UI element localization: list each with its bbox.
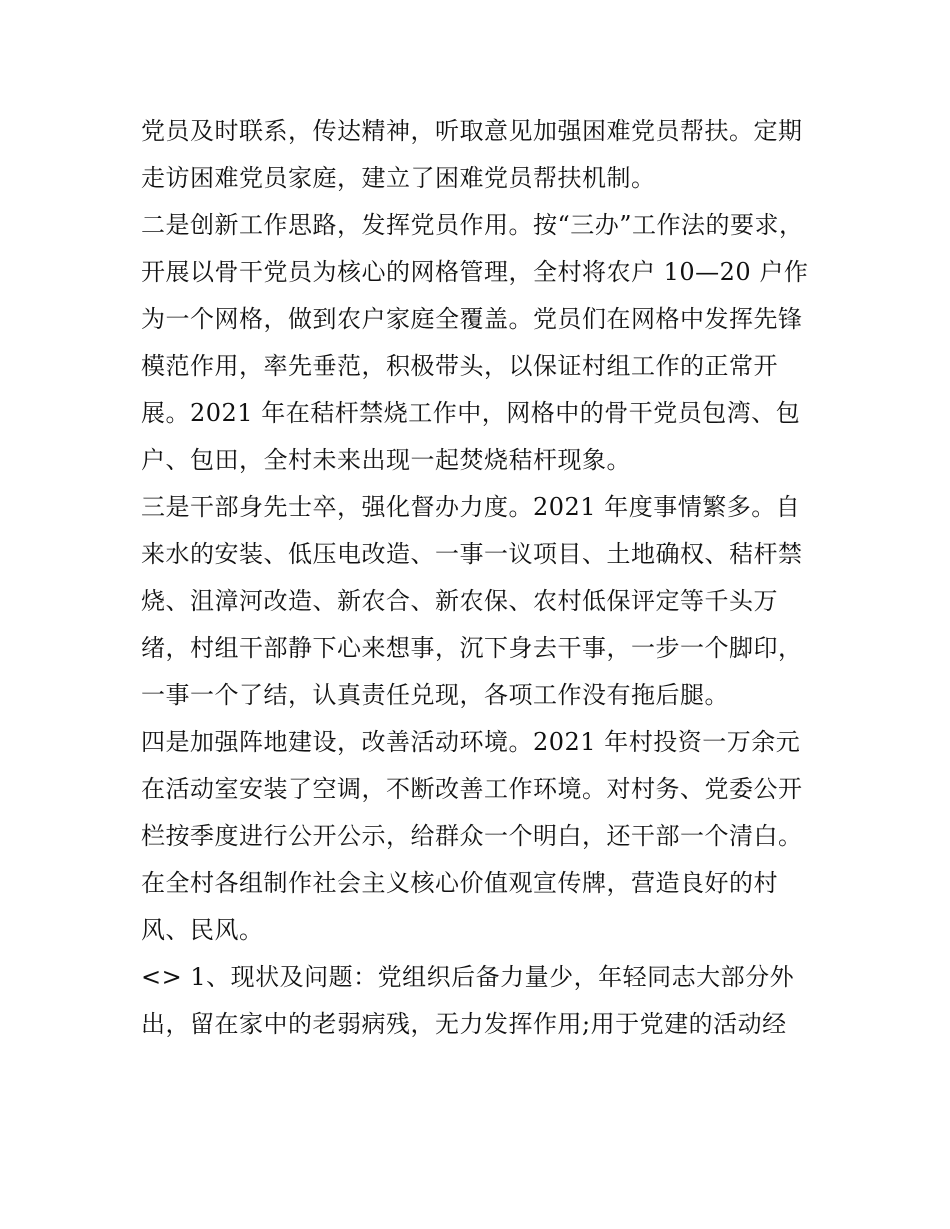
text-line-19: <> 1、现状及问题：党组织后备力量少，年轻同志大部分外 [141,963,795,991]
text-line-4: 开展以骨干党员为核心的网格管理，全村将农户 10—20 户作 [141,258,809,286]
text-line-17: 在全村各组制作社会主义核心价值观宣传牌，营造良好的村 [141,869,778,897]
text-line-7: 展。2021 年在秸杆禁烧工作中，网格中的骨干党员包湾、包 [141,399,801,427]
text-line-15: 在活动室安装了空调，不断改善工作环境。对村务、党委公开 [141,775,803,803]
text-line-1: 党员及时联系，传达精神，听取意见加强困难党员帮扶。定期 [141,117,803,145]
text-line-10: 来水的安装、低压电改造、一事一议项目、土地确权、秸杆禁 [141,540,803,568]
text-line-2: 走访困难党员家庭，建立了困难党员帮扶机制。 [141,164,656,192]
text-line-6: 模范作用，率先垂范，积极带头，以保证村组工作的正常开 [141,352,778,380]
body-text [141,108,821,1048]
text-line-8: 户、包田，全村未来出现一起焚烧秸杆现象。 [141,446,631,474]
text-line-3: 二是创新工作思路，发挥党员作用。按“三办”工作法的要求， [141,211,804,239]
text-line-13: 一事一个了结，认真责任兑现，各项工作没有拖后腿。 [141,681,729,709]
text-line-11: 烧、沮漳河改造、新农合、新农保、农村低保评定等千头万 [141,587,778,615]
text-line-18: 风、民风。 [141,916,264,944]
text-line-12: 绪，村组干部静下心来想事，沉下身去干事，一步一个脚印， [141,634,803,662]
text-line-5: 为一个网格，做到农户家庭全覆盖。党员们在网格中发挥先锋 [141,305,803,333]
text-line-20: 出，留在家中的老弱病残，无力发挥作用;用于党建的活动经 [141,1010,787,1038]
text-line-9: 三是干部身先士卒，强化督办力度。2021 年度事情繁多。自 [141,493,801,521]
text-line-14: 四是加强阵地建设，改善活动环境。2021 年村投资一万余元 [141,728,801,756]
text-line-16: 栏按季度进行公开公示，给群众一个明白，还干部一个清白。 [141,822,803,850]
